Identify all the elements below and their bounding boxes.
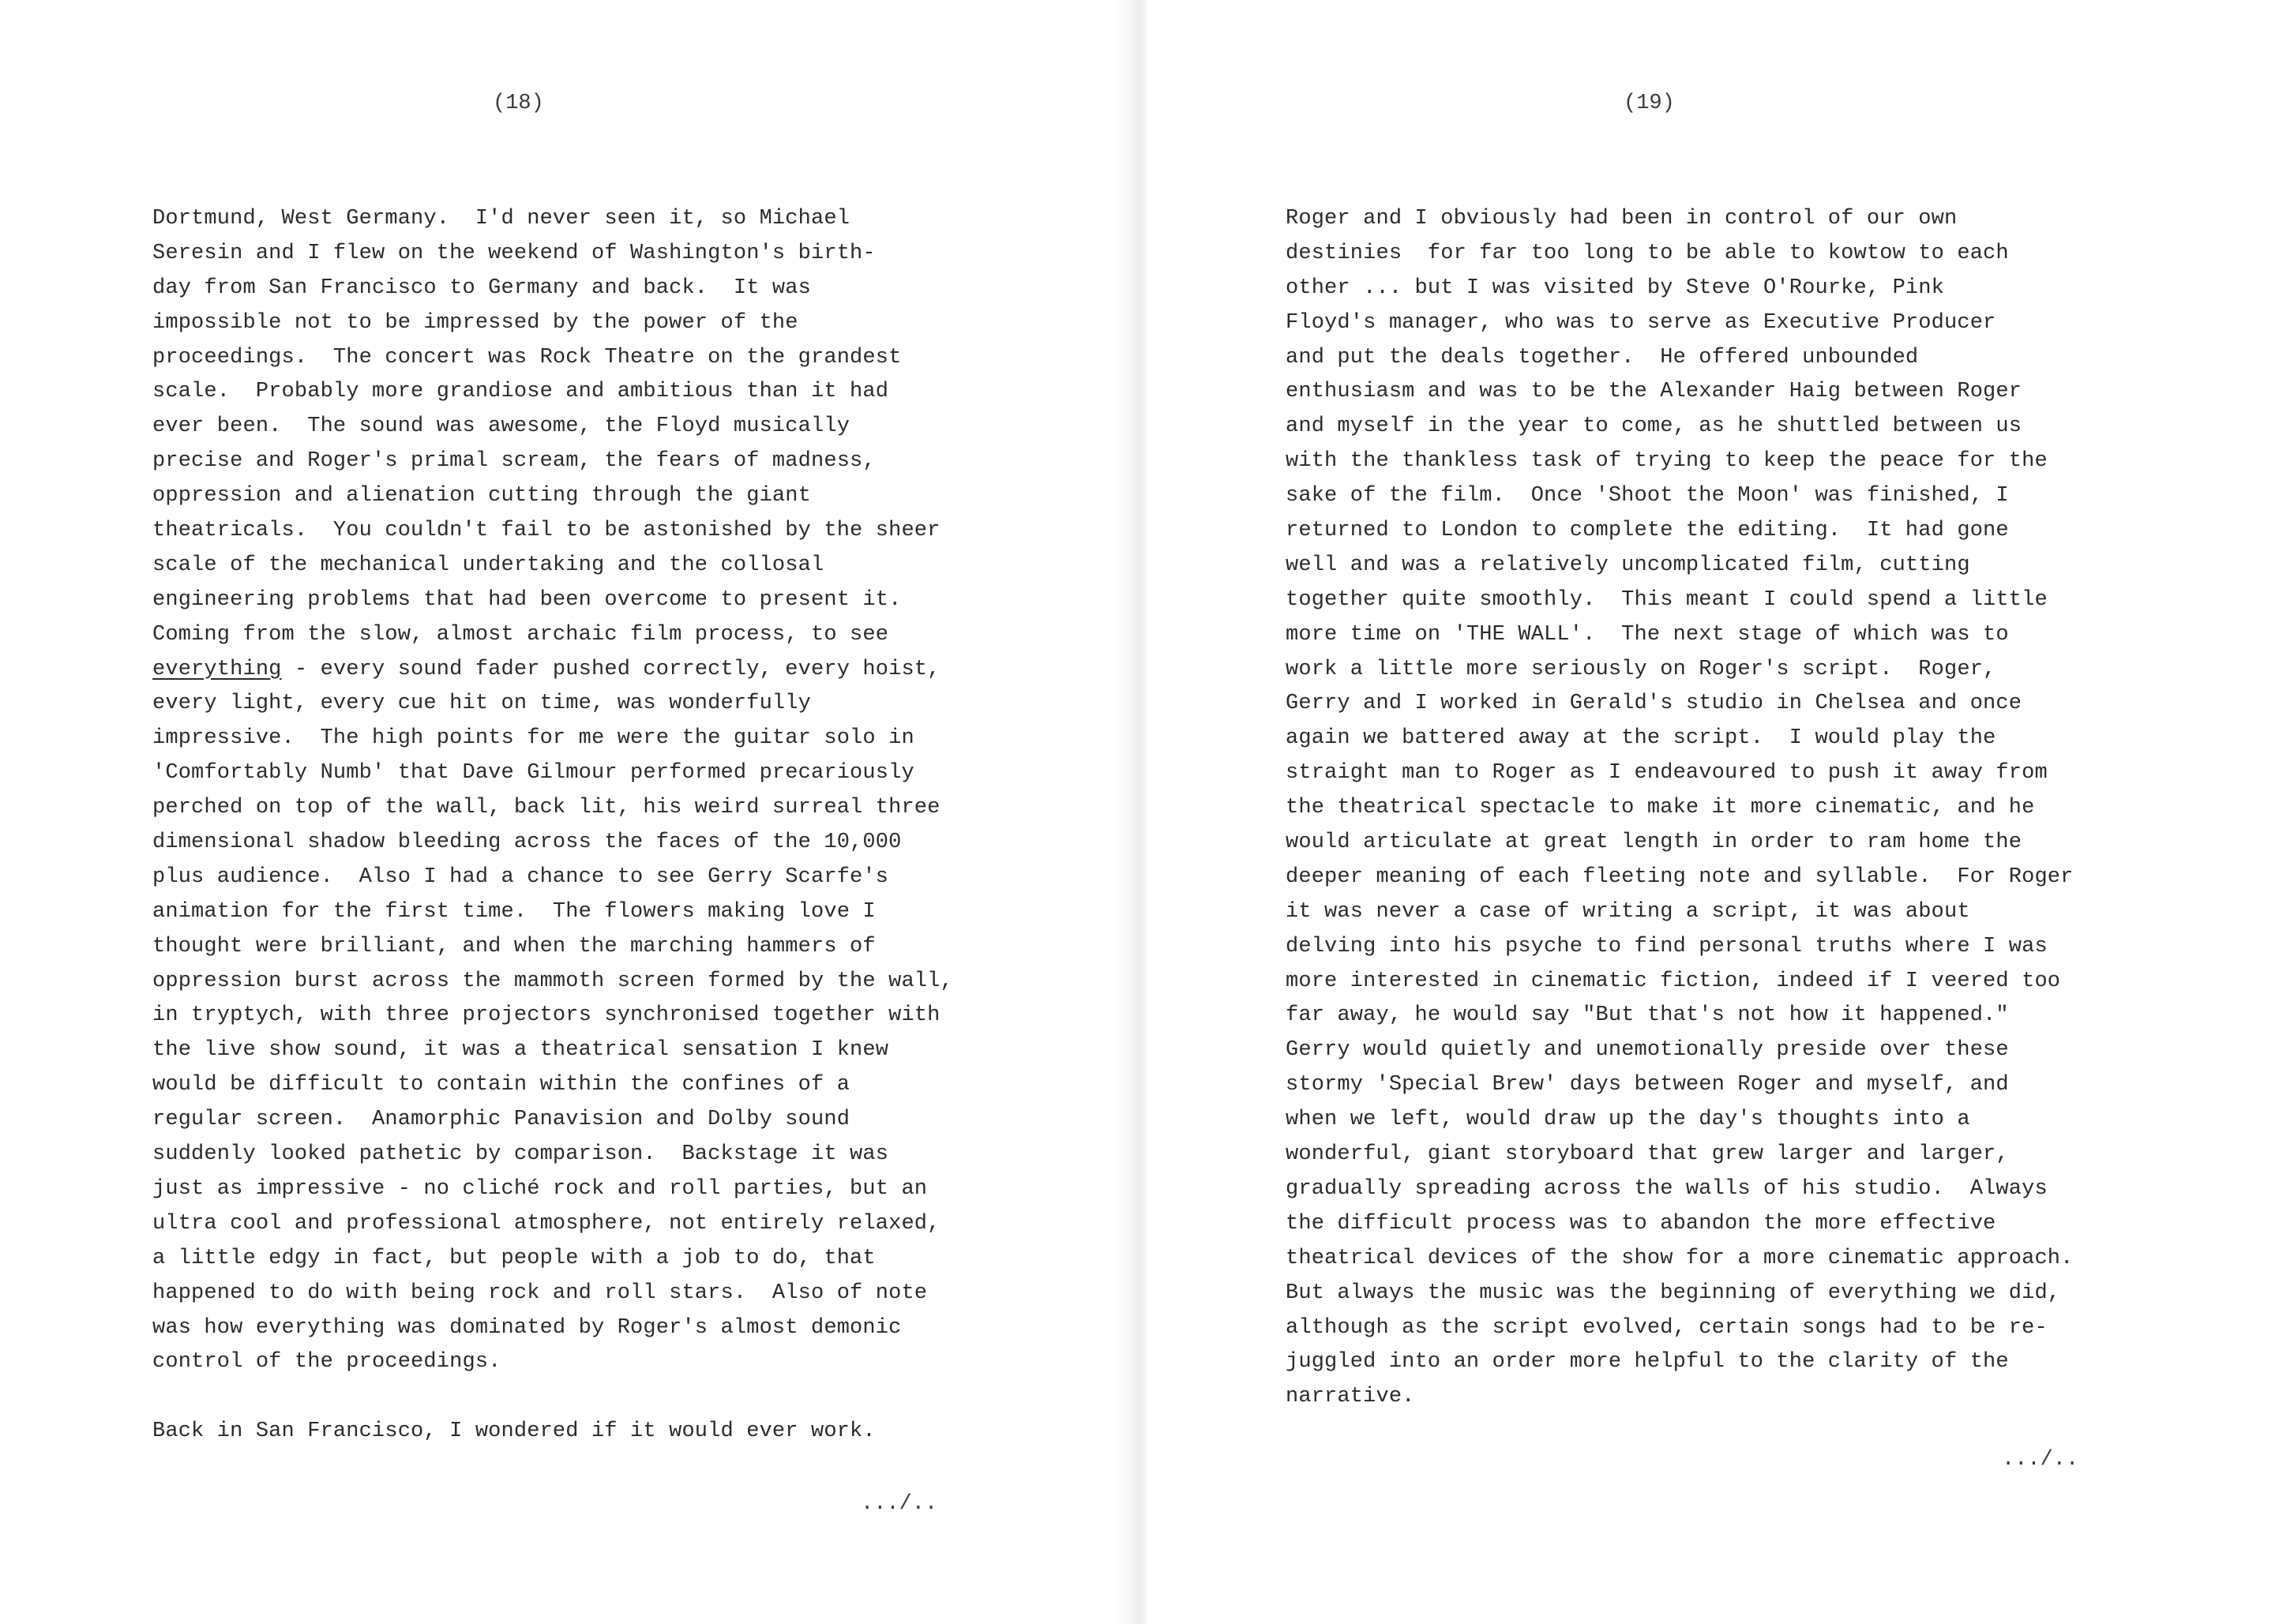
text-line: when we left, would draw up the day's thoughts into a [1286, 1108, 1970, 1132]
left-page [0, 0, 1125, 1624]
continuation-marker: .../.. [861, 1492, 938, 1516]
text-line: But always the music was the beginning of everything we did, [1286, 1281, 2061, 1305]
text-line-rest: - every sound fader pushed correctly, every hoist, [281, 657, 941, 681]
text-line: perched on top of the wall, back lit, his weird surreal three [152, 796, 941, 820]
text-line: work a little more seriously on Roger's script. Roger, [1286, 657, 1996, 681]
text-line: scale of the mechanical undertaking and the collosal [152, 553, 824, 577]
text-line: destinies for far too long to be able to kowtow to each [1286, 241, 2009, 265]
text-line: enthusiasm and was to be the Alexander Haig between Roger [1286, 380, 2022, 404]
text-line: deeper meaning of each fleeting note and syllable. For Roger [1286, 865, 2074, 889]
text-line: theatrical devices of the show for a more cinematic approach. [1286, 1246, 2074, 1270]
text-line: far away, he would say "But that's not how it happened." [1286, 1003, 2009, 1028]
page-number: (18) [493, 92, 544, 115]
text-line: wonderful, giant storyboard that grew larger and larger, [1286, 1142, 2009, 1167]
text-line: juggled into an order more helpful to the clarity of the [1286, 1350, 2009, 1375]
text-line: impossible not to be impressed by the power of the [152, 310, 798, 335]
text-line-with-underline [152, 653, 953, 688]
text-line: a little edgy in fact, but people with a job to do, that [152, 1246, 876, 1270]
text-line: was how everything was dominated by Roger's almost demonic [152, 1315, 902, 1340]
text-line: in tryptych, with three projectors synchronised together with [152, 1003, 941, 1028]
text-line: proceedings. The concert was Rock Theatre on the grandest [152, 345, 902, 369]
text-line: oppression burst across the mammoth screen formed by the wall, [152, 969, 953, 993]
text-line: regular screen. Anamorphic Panavision and Dolby sound [152, 1108, 850, 1132]
text-line: every light, every cue hit on time, was wonderfully [152, 692, 811, 716]
text-line: control of the proceedings. [152, 1350, 501, 1375]
body-text [152, 202, 953, 1450]
text-line: animation for the first time. The flowers making love I [152, 899, 876, 924]
text-line: gradually spreading across the walls of his studio. Always [1286, 1176, 2048, 1201]
page-number: (19) [1624, 92, 1675, 115]
text-line: precise and Roger's primal scream, the fears of madness, [152, 449, 876, 474]
text-line: thought were brilliant, and when the marching hammers of [152, 934, 876, 958]
text-line: ever been. The sound was awesome, the Floyd musically [152, 414, 850, 439]
text-line: Coming from the slow, almost archaic film process, to see [152, 622, 889, 647]
text-line: and put the deals together. He offered unbounded [1286, 345, 1919, 369]
text-line: engineering problems that had been overcome to present it. [152, 587, 902, 612]
text-line: the difficult process was to abandon the more effective [1286, 1211, 1996, 1236]
text-line: narrative. [1286, 1385, 1415, 1409]
text-line: dimensional shadow bleeding across the faces of the 10,000 [152, 831, 902, 855]
text-line: Floyd's manager, who was to serve as Executive Producer [1286, 310, 1996, 335]
right-page [1147, 0, 2279, 1624]
text-line: straight man to Roger as I endeavoured to push it away from [1286, 761, 2048, 786]
text-line: Gerry would quietly and unemotionally preside over these [1286, 1038, 2009, 1063]
text-line: Roger and I obviously had been in control of our own [1286, 207, 1958, 231]
text-line: 'Comfortably Numb' that Dave Gilmour performed precariously [152, 761, 914, 786]
text-line: more interested in cinematic fiction, indeed if I veered too [1286, 969, 2061, 993]
continuation-marker: .../.. [2002, 1448, 2079, 1472]
text-line: plus audience. Also I had a chance to see Gerry Scarfe's [152, 865, 889, 889]
text-line: delving into his psyche to find personal truths where I was [1286, 934, 2048, 958]
text-line: it was never a case of writing a script, it was about [1286, 899, 1970, 924]
text-line: would articulate at great length in order to ram home the [1286, 831, 2022, 855]
text-line: returned to London to complete the editing. It had gone [1286, 519, 2009, 543]
text-line: Gerry and I worked in Gerald's studio in Chelsea and once [1286, 692, 2022, 716]
text-line: oppression and alienation cutting through the giant [152, 484, 811, 508]
text-line: although as the script evolved, certain songs had to be re- [1286, 1315, 2048, 1340]
text-line: Seresin and I flew on the weekend of Washington's birth- [152, 241, 876, 265]
text-line: would be difficult to contain within the confines of a [152, 1073, 850, 1097]
closing-line: Back in San Francisco, I wondered if it would ever work. [152, 1420, 876, 1444]
text-line: day from San Francisco to Germany and back. It was [152, 276, 811, 300]
text-line: other ... but I was visited by Steve O'Rourke, Pink [1286, 276, 1944, 300]
text-line: stormy 'Special Brew' days between Roger and myself, and [1286, 1073, 2009, 1097]
text-line: with the thankless task of trying to keep the peace for the [1286, 449, 2048, 474]
text-line: the live show sound, it was a theatrical sensation I knew [152, 1038, 889, 1063]
text-line: just as impressive - no cliché rock and roll parties, but an [152, 1176, 928, 1201]
text-line: again we battered away at the script. I would play the [1286, 726, 1996, 751]
text-line: more time on 'THE WALL'. The next stage of which was to [1286, 622, 2009, 647]
text-line: theatricals. You couldn't fail to be astonished by the sheer [152, 519, 941, 543]
text-line: impressive. The high points for me were the guitar solo in [152, 726, 914, 751]
text-line: ultra cool and professional atmosphere, not entirely relaxed, [152, 1211, 941, 1236]
text-line: well and was a relatively uncomplicated film, cutting [1286, 553, 1970, 577]
text-line: together quite smoothly. This meant I could spend a little [1286, 587, 2048, 612]
text-line: the theatrical spectacle to make it more cinematic, and he [1286, 796, 2035, 820]
text-line: Dortmund, West Germany. I'd never seen it, so Michael [152, 207, 850, 231]
text-line: suddenly looked pathetic by comparison. Backstage it was [152, 1142, 889, 1167]
underlined-word: everything [152, 657, 282, 681]
text-line: sake of the film. Once 'Shoot the Moon' was finished, I [1286, 484, 2009, 508]
text-line: and myself in the year to come, as he shuttled between us [1286, 414, 2022, 439]
text-line: happened to do with being rock and roll stars. Also of note [152, 1281, 928, 1305]
text-line: scale. Probably more grandiose and ambitious than it had [152, 380, 889, 404]
body-text [1286, 202, 2074, 1415]
